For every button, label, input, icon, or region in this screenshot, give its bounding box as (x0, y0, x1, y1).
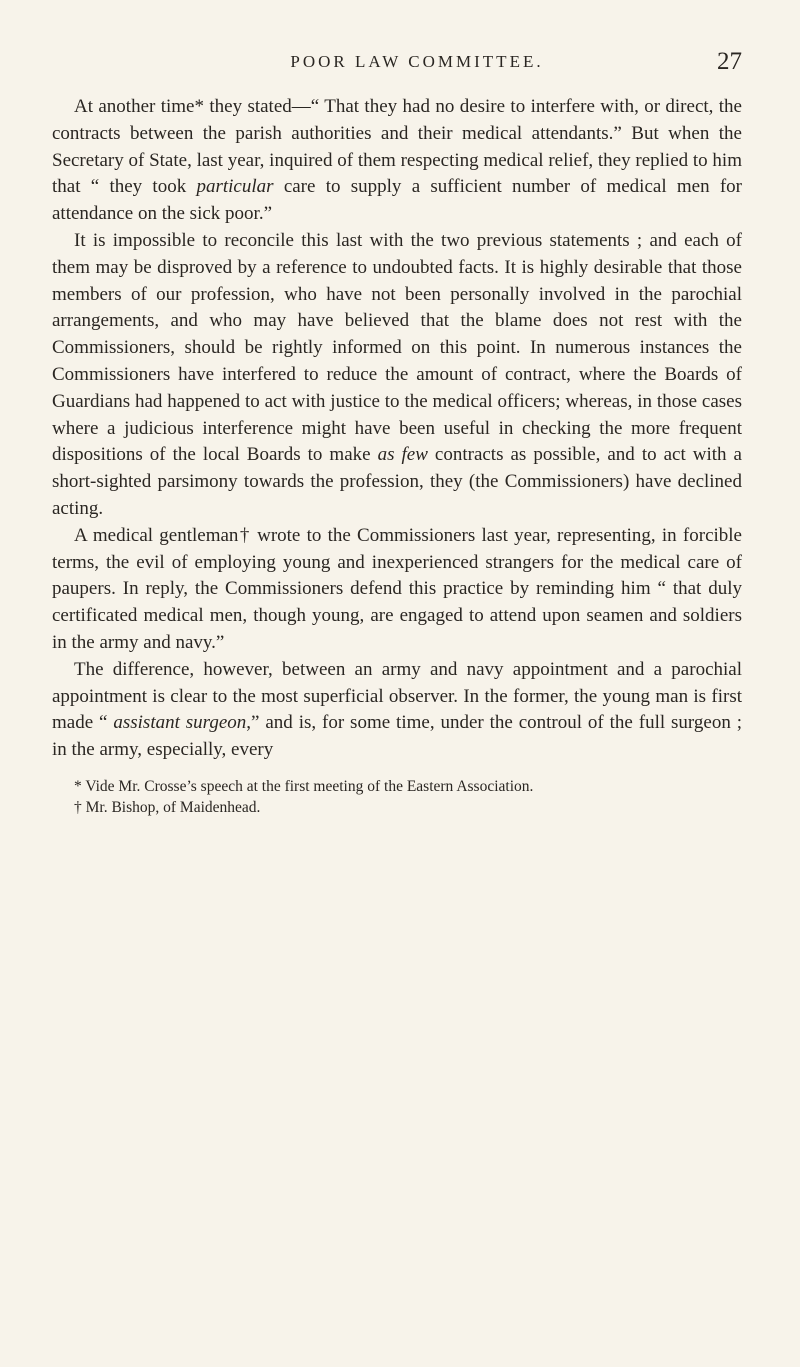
paragraph: It is impossible to reconcile this last with the two previous statements ; and each of them may be disproved by a reference to undoubted facts. It is highly desirable that those members of our profession, who have not been personally involved in the parochial arrangements, and who may have believed that the blame does not rest with the Commissioners, should be rightly informed on this point. In numerous instances the Commissioners have interfered to reduce the amount of contract, where the Boards of Guardians had happened to act with justice to the medical officers; whereas, in those cases where a judicious interference might have been useful in checking the more frequent dispositions of the local Boards to make as few contracts as possible, and to act with a short-sighted parsimony towards the profession, they (the Commissioners) have declined acting. (52, 229, 742, 519)
footnote: † Mr. Bishop, of Maidenhead. (74, 798, 261, 816)
book-page (52, 48, 742, 818)
paragraph: The difference, however, between an army and navy appointment and a parochial appointment is clear to the most superficial observer. In the former, the young man is first made “ assistant surgeon,” and is, for some time, under the controul of the full surgeon ; in the army, especially, every (52, 658, 742, 761)
page-number: 27 (717, 48, 742, 75)
body-text (52, 94, 742, 764)
footnotes (52, 776, 742, 818)
paragraph: At another time* they stated—“ That they had no desire to interfere with, or direct, the contracts between the parish authorities and their medical attendants.” But when the Secretary of State, last year, inquired of them respecting medical relief, they replied to him that “ they took particular care to supply a sufficient number of medical men for attendance on the sick poor.” (52, 96, 742, 225)
running-head: POOR LAW COMMITTEE. (290, 52, 544, 71)
footnote: * Vide Mr. Crosse’s speech at the first meeting of the Eastern Association. (74, 777, 534, 795)
paragraph: A medical gentleman† wrote to the Commissioners last year, representing, in forcible terms, the evil of employing young and inexperienced strangers for the medical care of paupers. In reply, the Commissioners defend this practice by reminding him “ that duly certificated medical men, though young, are engaged to attend upon seamen and soldiers in the army and navy.” (52, 524, 742, 653)
page-header (52, 48, 742, 82)
